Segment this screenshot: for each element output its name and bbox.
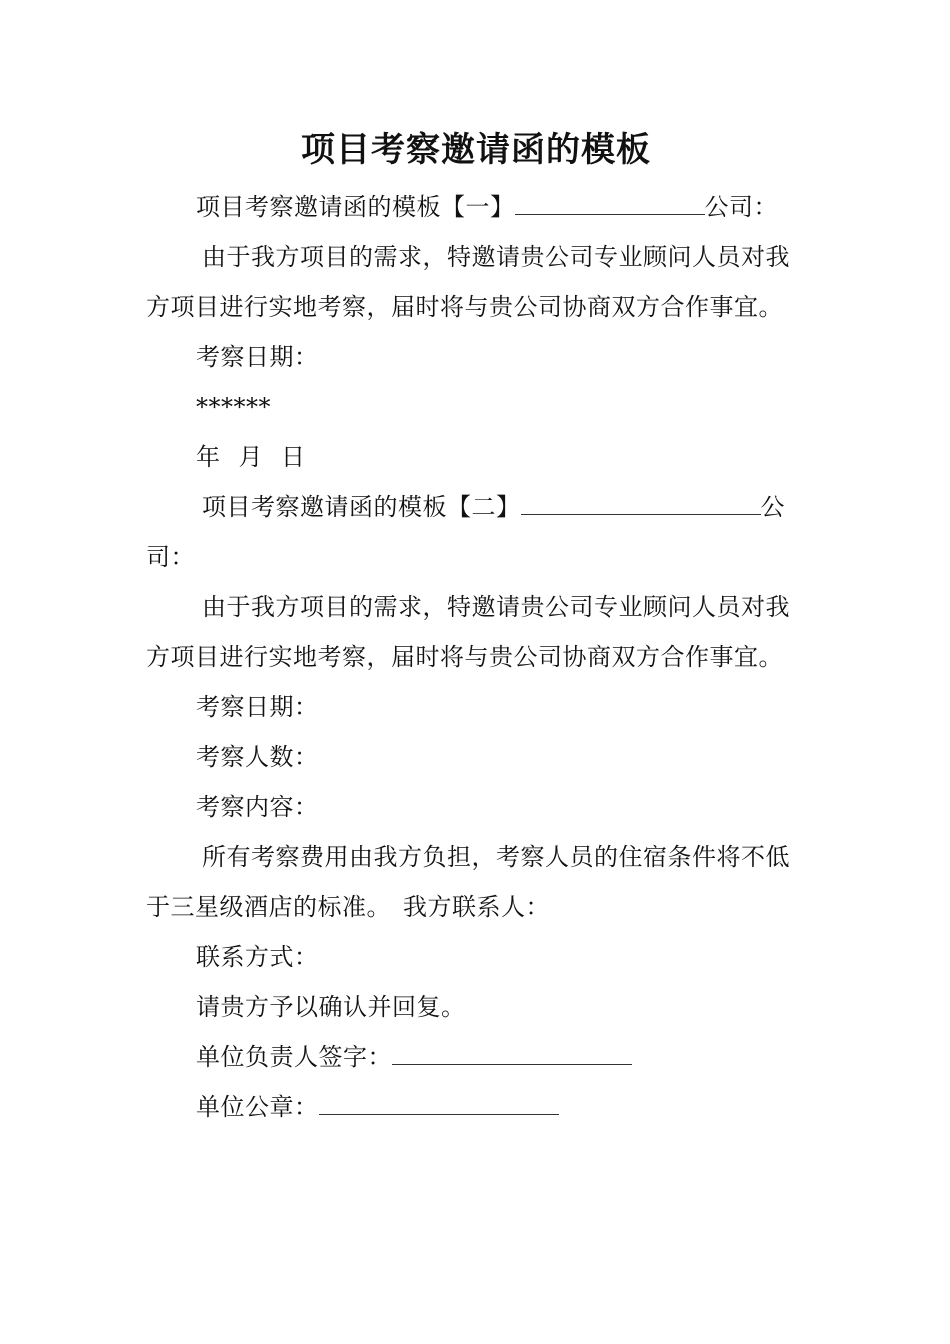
template2-contact-method: 联系方式：	[196, 943, 319, 971]
expense-text: 所有考察费用由我方负担，考察人员的住宿条件将不低于三星级酒店的标准。	[146, 843, 790, 921]
signature-label: 单位负责人签字：	[196, 1043, 392, 1071]
template2-heading	[146, 482, 806, 582]
document-title: 项目考察邀请函的模板	[301, 130, 651, 170]
template1-stars: ******	[196, 393, 271, 421]
signature-blank	[392, 1044, 632, 1065]
template1-heading	[146, 182, 806, 232]
template2-signature	[146, 1032, 806, 1082]
seal-label: 单位公章：	[196, 1093, 319, 1121]
template1-date-label: 考察日期：	[196, 343, 319, 371]
template2-seal	[146, 1082, 806, 1132]
contact-person-label: 我方联系人：	[403, 893, 550, 921]
month-label: 月	[238, 443, 263, 471]
template2-heading-prefix: 项目考察邀请函的模板【二】	[202, 493, 521, 521]
company-blank-2	[521, 494, 761, 515]
template2-content-label: 考察内容：	[196, 793, 319, 821]
document-page	[146, 118, 806, 1132]
template2-count-label: 考察人数：	[196, 743, 319, 771]
template1-body: 由于我方项目的需求，特邀请贵公司专业顾问人员对我方项目进行实地考察，届时将与贵公司协商双方合作事宜。	[146, 243, 790, 321]
template2-body: 由于我方项目的需求，特邀请贵公司专业顾问人员对我方项目进行实地考察，届时将与贵公司协商双方合作事宜。	[146, 593, 790, 671]
seal-blank	[319, 1094, 559, 1115]
template1-heading-suffix: 公司：	[704, 193, 778, 221]
template2-expense	[146, 832, 806, 932]
template2-heading-suffix: 公司：	[146, 493, 785, 571]
day-label: 日	[281, 443, 306, 471]
template1-heading-prefix: 项目考察邀请函的模板【一】	[196, 193, 515, 221]
year-label: 年	[196, 443, 221, 471]
template2-date-label: 考察日期：	[196, 693, 319, 721]
template1-date-line	[146, 432, 806, 482]
template2-confirm: 请贵方予以确认并回复。	[196, 993, 466, 1021]
company-blank-1	[515, 194, 705, 215]
